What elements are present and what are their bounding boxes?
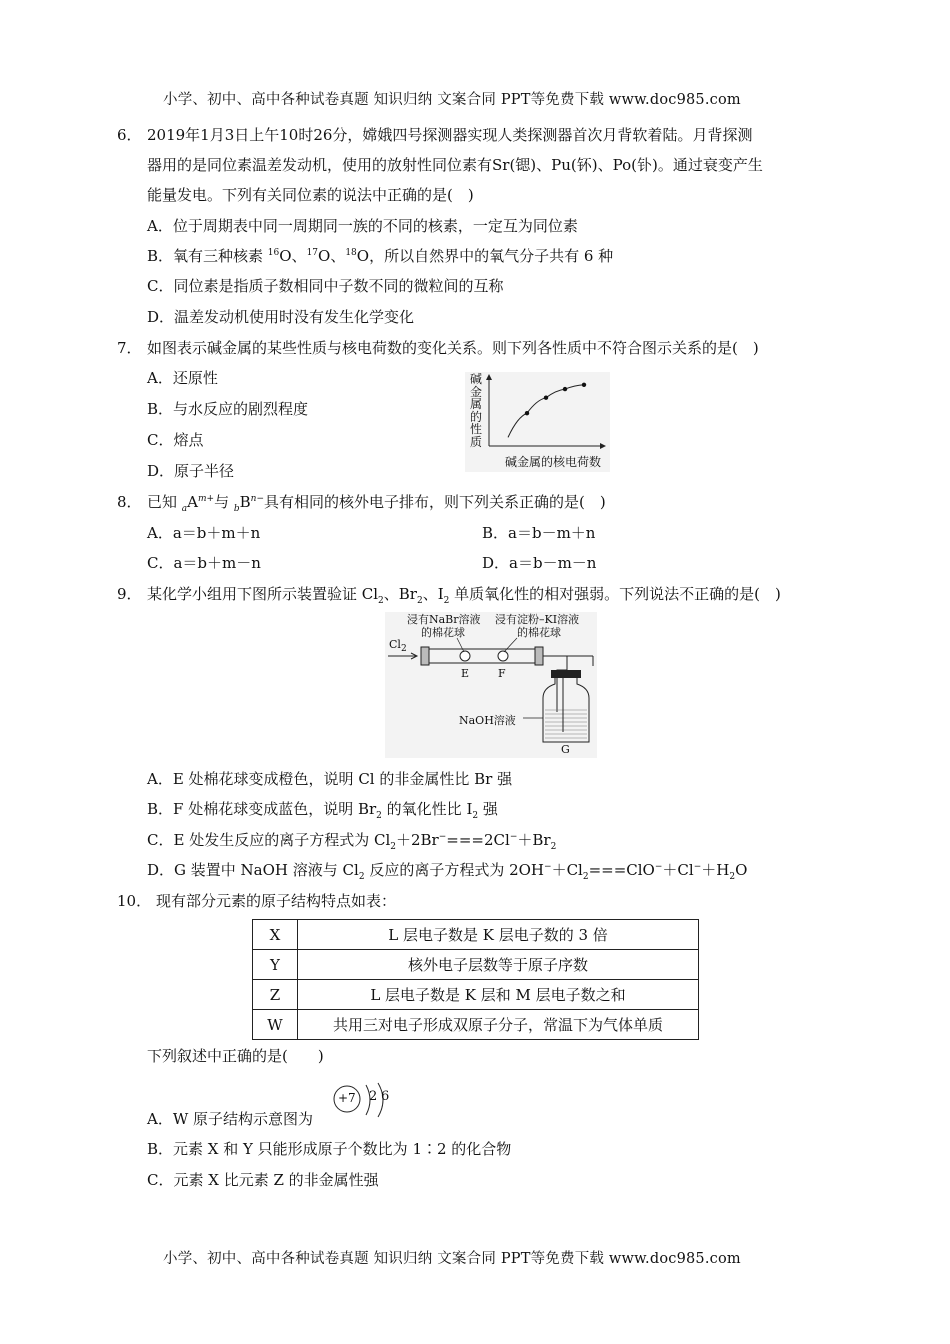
q7-option-b: B．与水反应的剧烈程度	[147, 400, 309, 418]
table-cell-key: Z	[253, 980, 298, 1010]
q8-option-c: C．a＝b＋m－n	[147, 554, 261, 572]
table-cell-key: X	[253, 920, 298, 950]
q7-number: 7．	[117, 339, 142, 357]
q7-chart	[465, 372, 610, 472]
shell-2-electrons: 6	[381, 1089, 390, 1104]
q6-number: 6．	[117, 126, 142, 144]
q6-option-a: A．位于周期表中同一周期同一族的不同的核素，一定互为同位素	[147, 217, 578, 235]
q7-chart-point-4	[563, 387, 567, 391]
page-header: 小学、初中、高中各种试卷真题 知识归纳 文案合同 PPT等免费下载 www.doc985.com	[163, 92, 741, 108]
q8-option-a: A．a＝b＋m＋n	[147, 524, 261, 542]
q10-option-c: C．元素 X 比元素 Z 的非金属性强	[147, 1171, 379, 1189]
q9-option-c: C．E 处发生反应的离子方程式为 $Cl_2+2Br^-===2Cl^-+Br_2$	[147, 831, 557, 852]
q7-option-a: A．还原性	[147, 369, 218, 387]
q9-option-a: A．E 处棉花球变成橙色，说明 Cl 的非金属性比 Br 强	[147, 770, 513, 788]
table-row	[253, 920, 699, 950]
table-cell-key: Y	[253, 950, 298, 980]
q10-stem: 现有部分元素的原子结构特点如表：	[156, 892, 397, 910]
q7-chart-point-2	[525, 411, 529, 415]
q9-number: 9．	[117, 585, 142, 603]
q9-stem: 某化学小组用下图所示装置验证 $Cl_2$、$Br_2$、$I_2$ 单质氧化性的相对强弱。下列说法不正确的是( )	[147, 585, 781, 606]
glass-tube	[423, 649, 541, 663]
q8-option-d: D．a＝b－m－n	[482, 554, 597, 572]
q9-label-nabr: 浸有NaBr溶液 的棉花球	[407, 613, 481, 639]
q7-option-c: C．熔点	[147, 431, 204, 449]
naoh-solution-hatch	[545, 710, 587, 738]
shell-1-electrons: 2	[369, 1089, 378, 1104]
q7-chart-point-3	[544, 396, 548, 400]
q8-number: 8．	[117, 493, 142, 511]
table-row	[253, 1010, 699, 1040]
table-cell-value: 共用三对电子形成双原子分子，常温下为气体单质	[298, 1010, 699, 1040]
q9-option-d: D．G 装置中 NaOH 溶液与 $Cl_2$ 反应的离子方程式为 $2OH^-+Cl_2===ClO^-+Cl^-+H_2O$	[147, 861, 748, 882]
bottle-stopper	[551, 670, 581, 678]
q10-option-b: B．元素 X 和 Y 只能形成原子个数比为 1∶2 的化合物	[147, 1140, 512, 1158]
q7-chart-ylabel: 碱 金 属 的 性 质	[470, 372, 483, 449]
q6-option-c: C．同位素是指质子数相同中子数不同的微粒间的互称	[147, 277, 504, 295]
q7-stem: 如图表示碱金属的某些性质与核电荷数的变化关系。则下列各性质中不符合图示关系的是( )	[147, 339, 759, 357]
q9-apparatus-figure	[385, 612, 597, 758]
q7-chart-curve	[508, 385, 584, 438]
q7-chart-point-5	[582, 383, 586, 387]
left-stopper	[421, 647, 429, 665]
q10-number: 10．	[117, 892, 152, 910]
q6-option-b: B．氧有三种核素 $^{16}$O、$^{17}$O、$^{18}$O，所以自然界中的氧气分子共有 6 种	[147, 247, 614, 265]
q10-after-table: 下列叙述中正确的是( )	[147, 1047, 324, 1065]
q9-label-ki: 浸有淀粉–KI溶液 的棉花球	[495, 613, 580, 639]
q9-label-cl2: $Cl_2$	[389, 638, 407, 655]
table-cell-value: 核外电子层数等于原子序数	[298, 950, 699, 980]
table-cell-value: L 层电子数是 K 层电子数的 3 倍	[298, 920, 699, 950]
nucleus-charge: +7	[338, 1091, 356, 1105]
q6-option-d: D．温差发动机使用时没有发生化学变化	[147, 308, 415, 326]
cotton-ball-f	[498, 651, 508, 661]
atom-structure-diagram	[330, 1080, 396, 1122]
q6-stem-line3: 能量发电。下列有关同位素的说法中正确的是( )	[147, 186, 474, 204]
table-row	[253, 950, 699, 980]
q8-option-b: B．a＝b－m＋n	[482, 524, 596, 542]
q6-stem-line1: 2019年1月3日上午10时26分，嫦娥四号探测器实现人类探测器首次月背软着陆。月背探测	[147, 126, 753, 144]
q8-stem: 已知 $_aA^{m+}$与 $_bB^{n-}$具有相同的核外电子排布，则下列关系正确的是( )	[147, 493, 606, 514]
page-footer: 小学、初中、高中各种试卷真题 知识归纳 文案合同 PPT等免费下载 www.doc985.com	[163, 1251, 741, 1267]
q6-stem-line2: 器用的是同位素温差发动机，使用的放射性同位素有Sr(锶)、Pu(钚)、Po(钋)。通过衰变产生	[147, 156, 763, 174]
q9-apparatus-drawing	[385, 612, 597, 758]
table-row	[253, 980, 699, 1010]
q7-option-d: D．原子半径	[147, 462, 235, 480]
table-cell-key: W	[253, 1010, 298, 1040]
q9-label-naoh: NaOH溶液	[459, 714, 516, 727]
cotton-ball-e	[460, 651, 470, 661]
q9-label-g: G	[561, 743, 570, 756]
q10-table	[252, 919, 699, 1040]
table-cell-value: L 层电子数是 K 层和 M 层电子数之和	[298, 980, 699, 1010]
q9-label-f: F	[498, 667, 506, 680]
right-stopper	[535, 647, 543, 665]
q9-option-b: B．F 处棉花球变成蓝色，说明 $Br_2$ 的氧化性比 $I_2$ 强	[147, 800, 498, 821]
q10-option-a: A．W 原子结构示意图为	[147, 1110, 314, 1128]
q7-chart-xlabel: 碱金属的核电荷数	[505, 455, 602, 469]
q9-label-e: E	[461, 667, 470, 680]
